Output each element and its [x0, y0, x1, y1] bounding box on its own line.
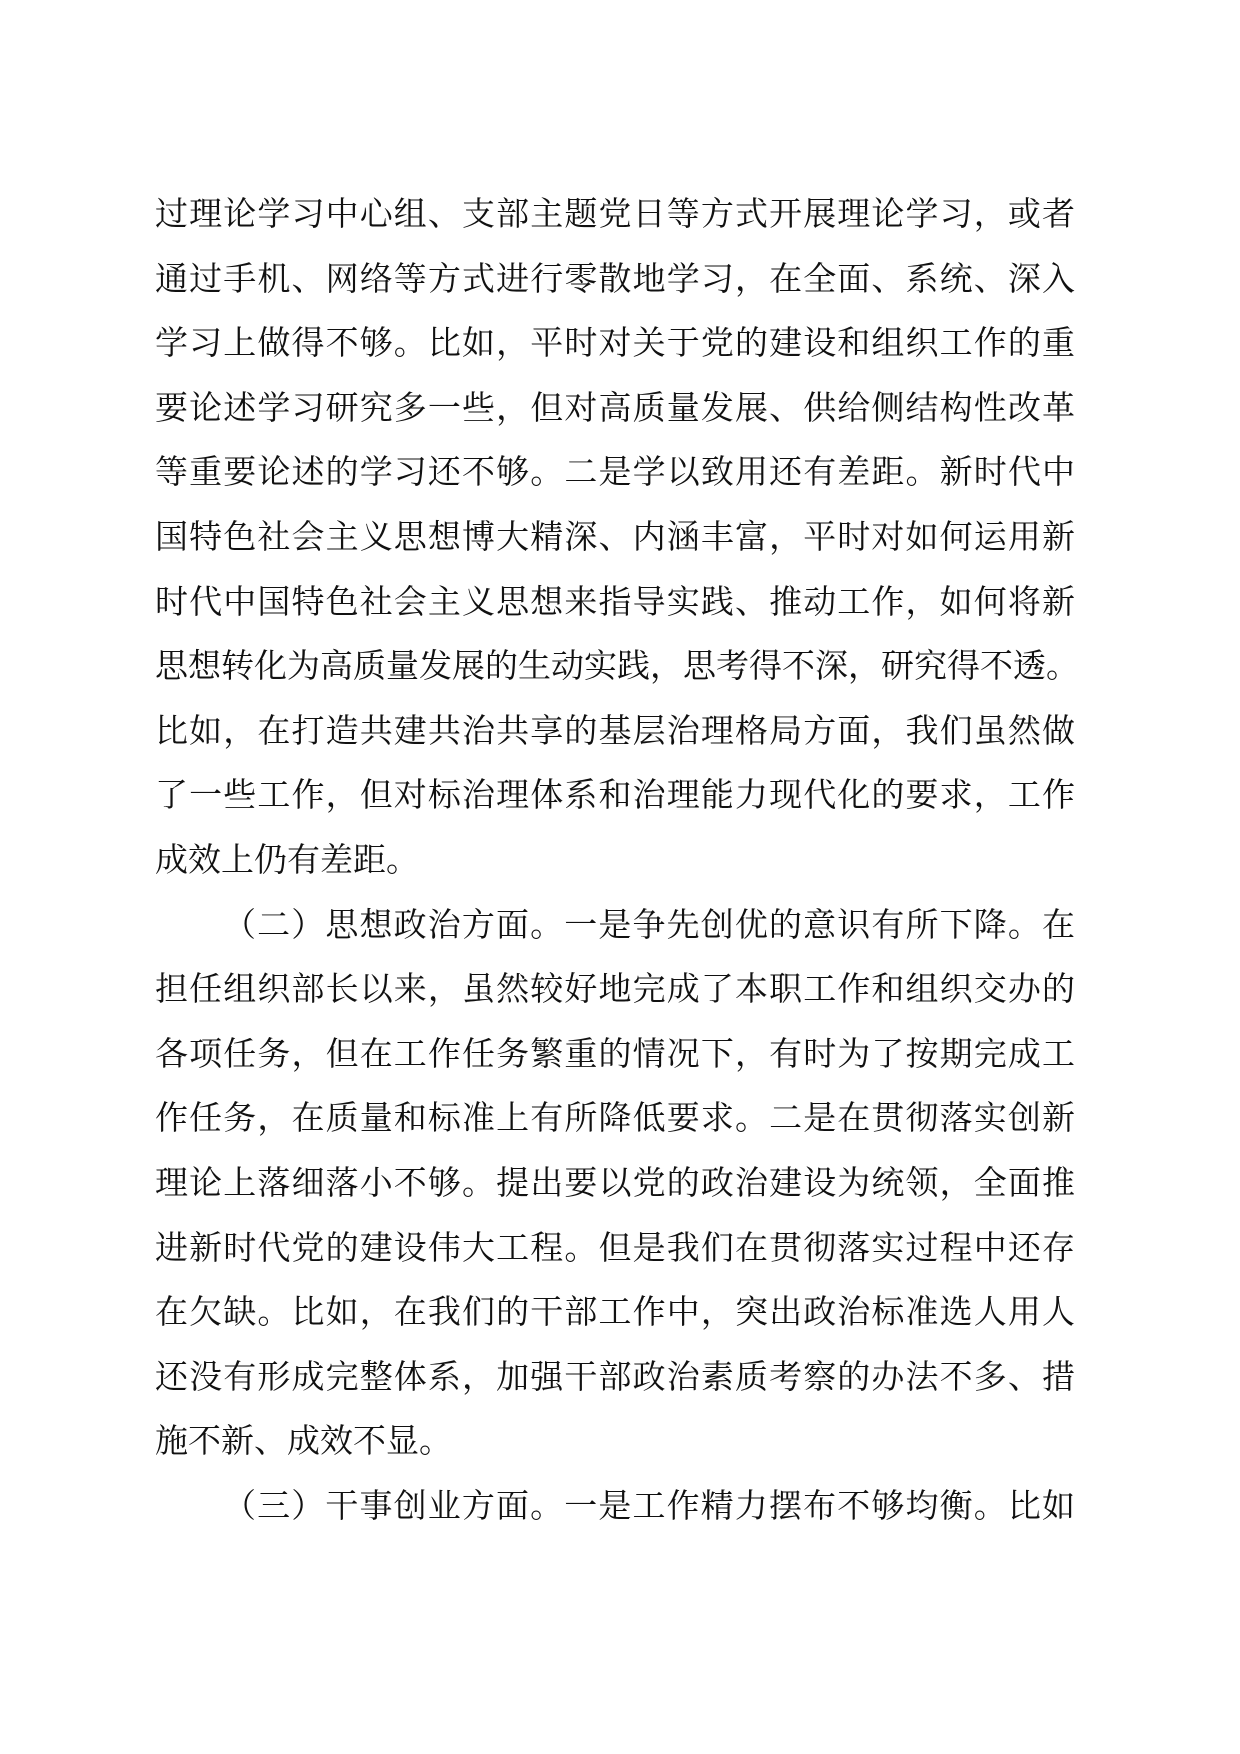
text-line: 理论上落细落小不够。提出要以党的政治建设为统领，全面推 — [155, 1162, 1075, 1202]
text-line: 进新时代党的建设伟大工程。但是我们在贯彻落实过程中还存 — [155, 1227, 1075, 1267]
text-line: 在欠缺。比如，在我们的干部工作中，突出政治标准选人用人 — [155, 1292, 1075, 1332]
text-line: 施不新、成效不显。 — [155, 1421, 452, 1461]
text-line: 思想转化为高质量发展的生动实践，思考得不深，研究得不透。 — [155, 646, 1079, 686]
text-line: 国特色社会主义思想博大精深、内涵丰富，平时对如何运用新 — [155, 516, 1075, 556]
text-line: 等重要论述的学习还不够。二是学以致用还有差距。新时代中 — [155, 452, 1075, 492]
text-line: 学习上做得不够。比如，平时对关于党的建设和组织工作的重 — [155, 323, 1075, 363]
paragraph-political-thought — [155, 893, 1075, 1474]
paragraph-theory-study — [155, 182, 1079, 893]
text-line: 成效上仍有差距。 — [155, 839, 419, 879]
text-line: 比如，在打造共建共治共享的基层治理格局方面，我们虽然做 — [155, 710, 1075, 750]
text-line: 时代中国特色社会主义思想来指导实践、推动工作，如何将新 — [155, 581, 1075, 621]
text-line: 担任组织部长以来，虽然较好地完成了本职工作和组织交办的 — [155, 969, 1075, 1009]
text-line: 了一些工作，但对标治理体系和治理能力现代化的要求，工作 — [155, 775, 1075, 815]
document-body — [155, 182, 1079, 1538]
text-line: 要论述学习研究多一些，但对高质量发展、供给侧结构性改革 — [155, 387, 1075, 427]
text-line: 过理论学习中心组、支部主题党日等方式开展理论学习，或者 — [155, 194, 1075, 233]
text-line: 各项任务，但在工作任务繁重的情况下，有时为了按期完成工 — [155, 1033, 1075, 1073]
text-line: 通过手机、网络等方式进行零散地学习，在全面、系统、深入 — [155, 258, 1075, 298]
text-line: （二）思想政治方面。一是争先创优的意识有所下降。在 — [223, 904, 1075, 944]
paragraph-career-work — [155, 1474, 1075, 1539]
text-line: （三）干事创业方面。一是工作精力摆布不够均衡。比如 — [223, 1485, 1075, 1525]
text-line: 还没有形成完整体系，加强干部政治素质考察的办法不多、措 — [155, 1356, 1075, 1396]
text-line: 作任务，在质量和标准上有所降低要求。二是在贯彻落实创新 — [155, 1098, 1075, 1138]
